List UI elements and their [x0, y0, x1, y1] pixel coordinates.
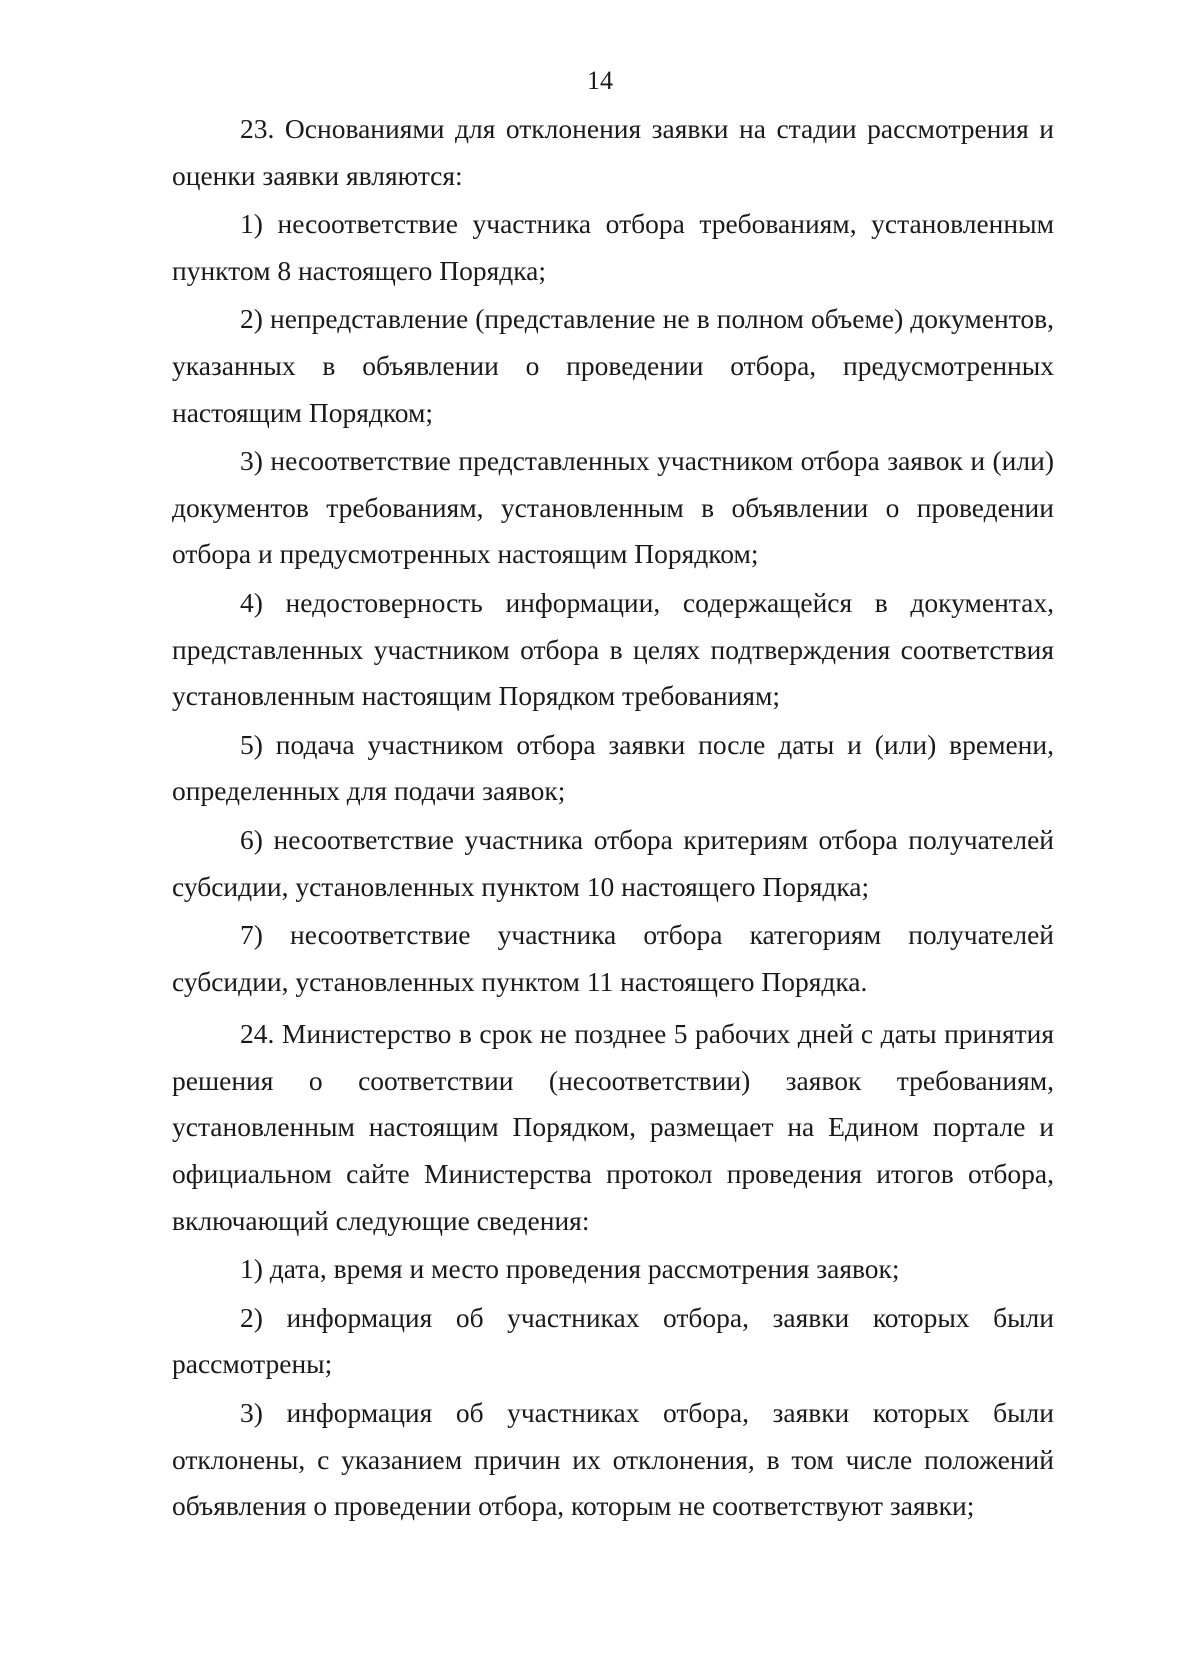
paragraph-24: 24. Министерство в срок не позднее 5 рабочих дней с даты принятия решения о соответствии (несоответствии) заявок требованиям, установленным настоящим Порядком, размещает на Едином портале и официальном сайте Министерства протокол проведения итогов отбора, включающий следующие сведения:: [172, 1018, 1054, 1236]
list-item-5: 5) подача участником отбора заявки после даты и (или) времени, определенных для подачи заявок;: [172, 728, 1054, 807]
list-item-3: 3) несоответствие представленных участником отбора заявок и (или) документов требованиям, установленным в объявлении о проведении отбора и предусмотренных настоящим Порядком;: [172, 445, 1054, 570]
paragraph-23: 23. Основаниями для отклонения заявки на стадии рассмотрения и оценки заявки являются:: [172, 113, 1054, 191]
list-item-1: 1) несоответствие участника отбора требованиям, установленным пунктом 8 настоящего Порядка;: [172, 208, 1054, 286]
list-item-2: 2) непредставление (представление не в полном объеме) документов, указанных в объявлении о проведении отбора, предусмотренных настоящим Порядком;: [172, 303, 1054, 428]
document-body: [172, 106, 1054, 1530]
list-item-24-3: 3) информация об участниках отбора, заявки которых были отклонены, с указанием причин их отклонения, в том числе положений объявления о проведении отбора, которым не соответствуют заявки;: [172, 1397, 1054, 1522]
list-item-24-2: 2) информация об участниках отбора, заявки которых были рассмотрены;: [172, 1301, 1054, 1380]
list-item-6: 6) несоответствие участника отбора критериям отбора получателей субсидии, установленных пунктом 10 настоящего Порядка;: [172, 823, 1054, 902]
list-item-4: 4) недостоверность информации, содержащейся в документах, представленных участником отбора в целях подтверждения соответствия установленным настоящим Порядком требованиям;: [172, 586, 1054, 712]
list-item-24-1: 1) дата, время и место проведения рассмотрения заявок;: [240, 1253, 900, 1285]
page-number: 14: [587, 66, 613, 95]
list-item-7: 7) несоответствие участника отбора категориям получателей субсидии, установленных пунктом 11 настоящего Порядка.: [172, 919, 1054, 997]
